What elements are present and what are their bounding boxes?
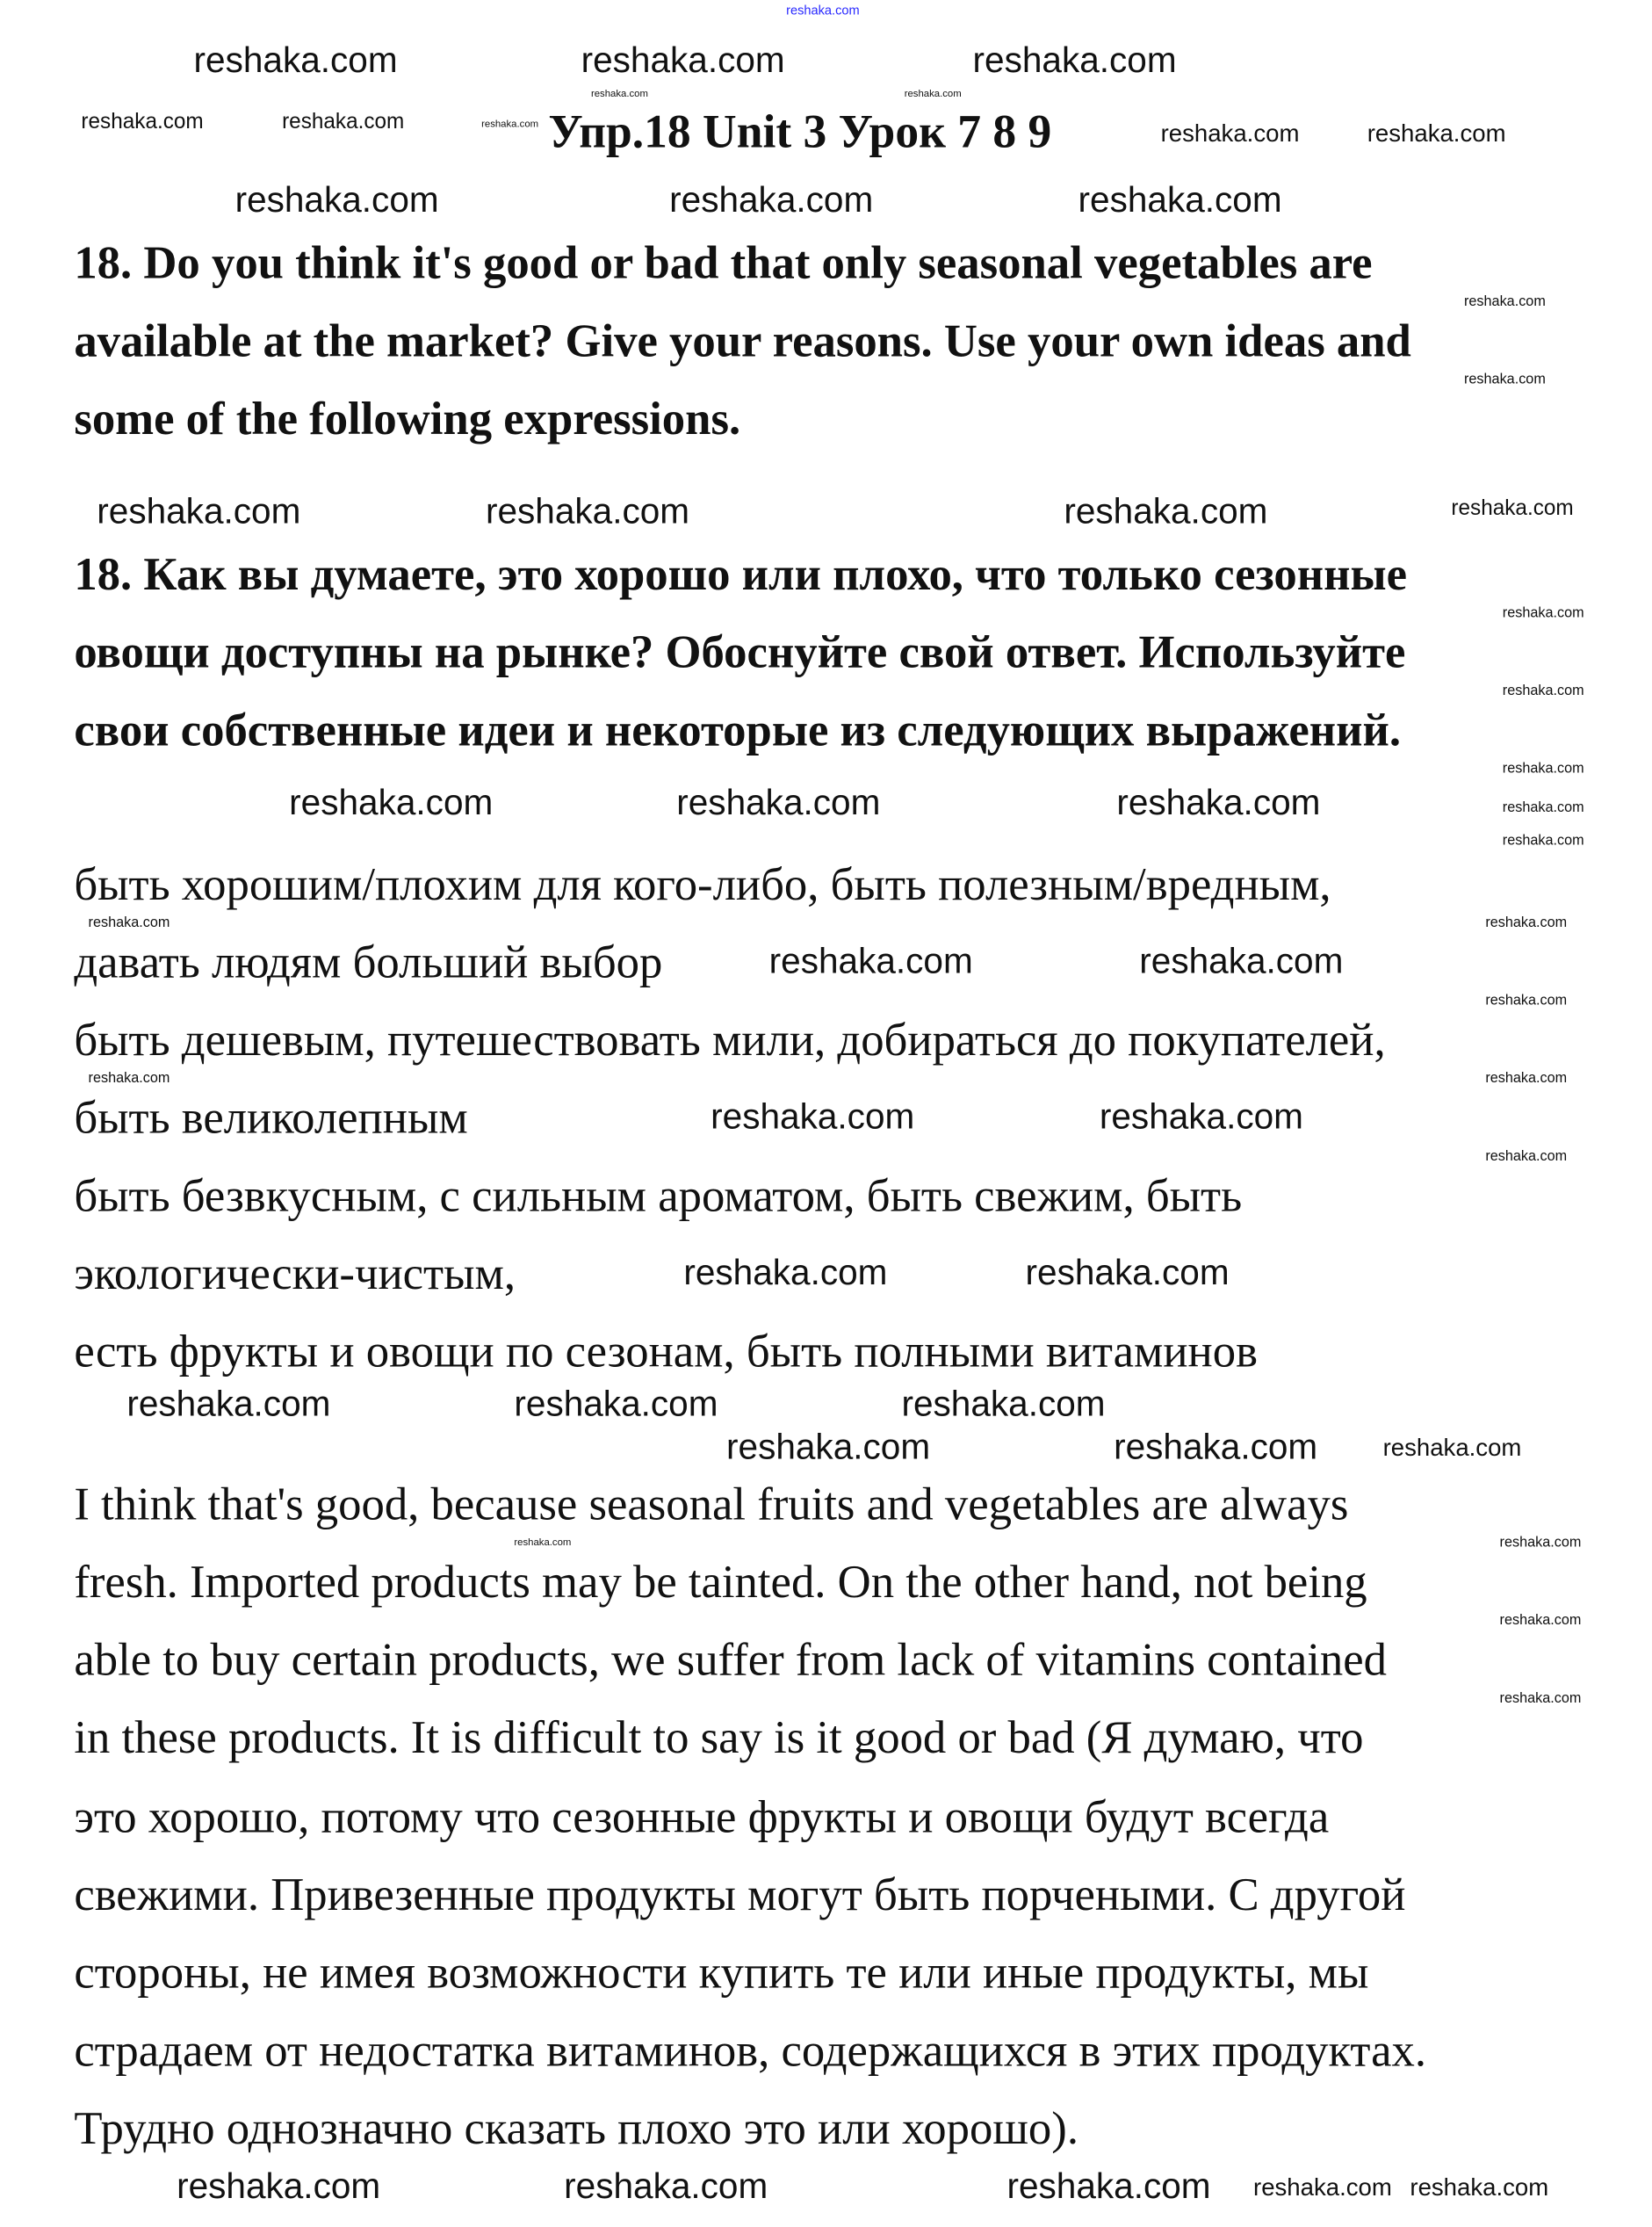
expression-line: экологически-чистым, xyxy=(74,1247,516,1301)
watermark: reshaka.com xyxy=(904,89,962,100)
watermark: reshaka.com xyxy=(683,1252,888,1293)
task-ru-line: 18. Как вы думаете, это хорошо или плохо, что только сезонные xyxy=(74,549,1408,602)
watermark: reshaka.com xyxy=(1160,119,1300,148)
task-en-line: available at the market? Give your reasons. Use your own ideas and xyxy=(74,315,1411,368)
watermark: reshaka.com xyxy=(1502,605,1584,622)
watermark: reshaka.com xyxy=(564,2166,768,2208)
watermark: reshaka.com xyxy=(177,2166,381,2208)
task-ru-line: овощи доступны на рынке? Обоснуйте свой ответ. Используйте xyxy=(74,626,1406,679)
answer-line: свежими. Привезенные продукты могут быть порчеными. С другой xyxy=(74,1869,1406,1922)
watermark: reshaka.com xyxy=(1410,2173,1549,2202)
watermark: reshaka.com xyxy=(1114,1427,1318,1468)
watermark: reshaka.com xyxy=(126,1384,331,1425)
watermark: reshaka.com xyxy=(514,1384,718,1425)
watermark: reshaka.com xyxy=(1485,915,1568,931)
watermark: reshaka.com xyxy=(676,782,881,823)
watermark: reshaka.com xyxy=(1464,293,1546,310)
expression-line: быть безвкусным, с сильным ароматом, быть свежим, быть xyxy=(74,1170,1243,1223)
watermark: reshaka.com xyxy=(97,491,301,532)
watermark: reshaka.com xyxy=(1025,1252,1230,1293)
watermark: reshaka.com xyxy=(581,40,785,81)
expression-line: давать людям больший выбор xyxy=(74,936,663,989)
watermark: reshaka.com xyxy=(711,1096,915,1138)
watermark: reshaka.com xyxy=(1502,761,1584,777)
watermark: reshaka.com xyxy=(485,491,690,532)
task-en-line: 18. Do you think it's good or bad that only seasonal vegetables are xyxy=(74,237,1373,290)
watermark: reshaka.com xyxy=(193,40,398,81)
task-ru-line: свои собственные идеи и некоторые из следующих выражений. xyxy=(74,705,1402,757)
watermark: reshaka.com xyxy=(1485,993,1568,1009)
watermark: reshaka.com xyxy=(1253,2173,1392,2202)
answer-line: Трудно однозначно сказать плохо это или хорошо). xyxy=(74,2102,1079,2155)
watermark: reshaka.com xyxy=(1464,372,1546,388)
watermark: reshaka.com xyxy=(1502,833,1584,850)
watermark: reshaka.com xyxy=(669,180,874,221)
expression-line: есть фрукты и овощи по сезонам, быть полными витаминов xyxy=(74,1326,1258,1378)
watermark: reshaka.com xyxy=(481,119,539,130)
watermark: reshaka.com xyxy=(514,1537,572,1549)
answer-line: I think that's good, because seasonal fruits and vegetables are always xyxy=(74,1479,1349,1531)
expression-line: быть хорошим/плохим для кого-либо, быть полезным/вредным, xyxy=(74,858,1331,911)
watermark: reshaka.com xyxy=(768,941,973,982)
answer-line: fresh. Imported products may be tainted. On the other hand, not being xyxy=(74,1557,1367,1609)
watermark: reshaka.com xyxy=(901,1384,1106,1425)
watermark: reshaka.com xyxy=(1451,495,1574,521)
watermark: reshaka.com xyxy=(1499,1613,1582,1630)
answer-line: able to buy certain products, we suffer from lack of vitamins contained xyxy=(74,1634,1388,1687)
watermark: reshaka.com xyxy=(1502,683,1584,699)
answer-line: стороны, не имея возможности купить те или иные продукты, мы xyxy=(74,1947,1369,1999)
watermark: reshaka.com xyxy=(1485,1148,1568,1165)
watermark: reshaka.com xyxy=(1064,491,1268,532)
watermark: reshaka.com xyxy=(289,782,494,823)
watermark: reshaka.com xyxy=(1485,1071,1568,1088)
answer-line: in these products. It is difficult to say is it good or bad (Я думаю, что xyxy=(74,1712,1364,1765)
watermark: reshaka.com xyxy=(1006,2166,1211,2208)
watermark: reshaka.com xyxy=(81,109,204,134)
expression-line: быть дешевым, путешествовать мили, добираться до покупателей, xyxy=(74,1015,1386,1067)
watermark: reshaka.com xyxy=(88,915,170,931)
watermark: reshaka.com xyxy=(972,40,1177,81)
watermark: reshaka.com xyxy=(1116,782,1321,823)
watermark: reshaka.com xyxy=(1382,1434,1522,1462)
watermark: reshaka.com xyxy=(726,1427,931,1468)
watermark: reshaka.com xyxy=(1078,180,1282,221)
watermark: reshaka.com xyxy=(234,180,439,221)
watermark: reshaka.com xyxy=(1499,1690,1582,1707)
watermark: reshaka.com xyxy=(590,89,648,100)
watermark: reshaka.com xyxy=(282,109,405,134)
watermark: reshaka.com xyxy=(1099,1096,1303,1138)
answer-line: страдаем от недостатка витаминов, содержащихся в этих продуктах. xyxy=(74,2025,1427,2078)
task-en-line: some of the following expressions. xyxy=(74,393,741,446)
watermark: reshaka.com xyxy=(1139,941,1344,982)
top-site-link[interactable]: reshaka.com xyxy=(786,3,860,18)
answer-line: это хорошо, потому что сезонные фрукты и овощи будут всегда xyxy=(74,1791,1330,1844)
expression-line: быть великолепным xyxy=(74,1092,468,1145)
watermark: reshaka.com xyxy=(88,1071,170,1088)
watermark: reshaka.com xyxy=(1499,1535,1582,1551)
page-title: Упр.18 Unit 3 Урок 7 8 9 xyxy=(548,106,1052,159)
watermark: reshaka.com xyxy=(1502,799,1584,816)
watermark: reshaka.com xyxy=(1367,119,1506,148)
